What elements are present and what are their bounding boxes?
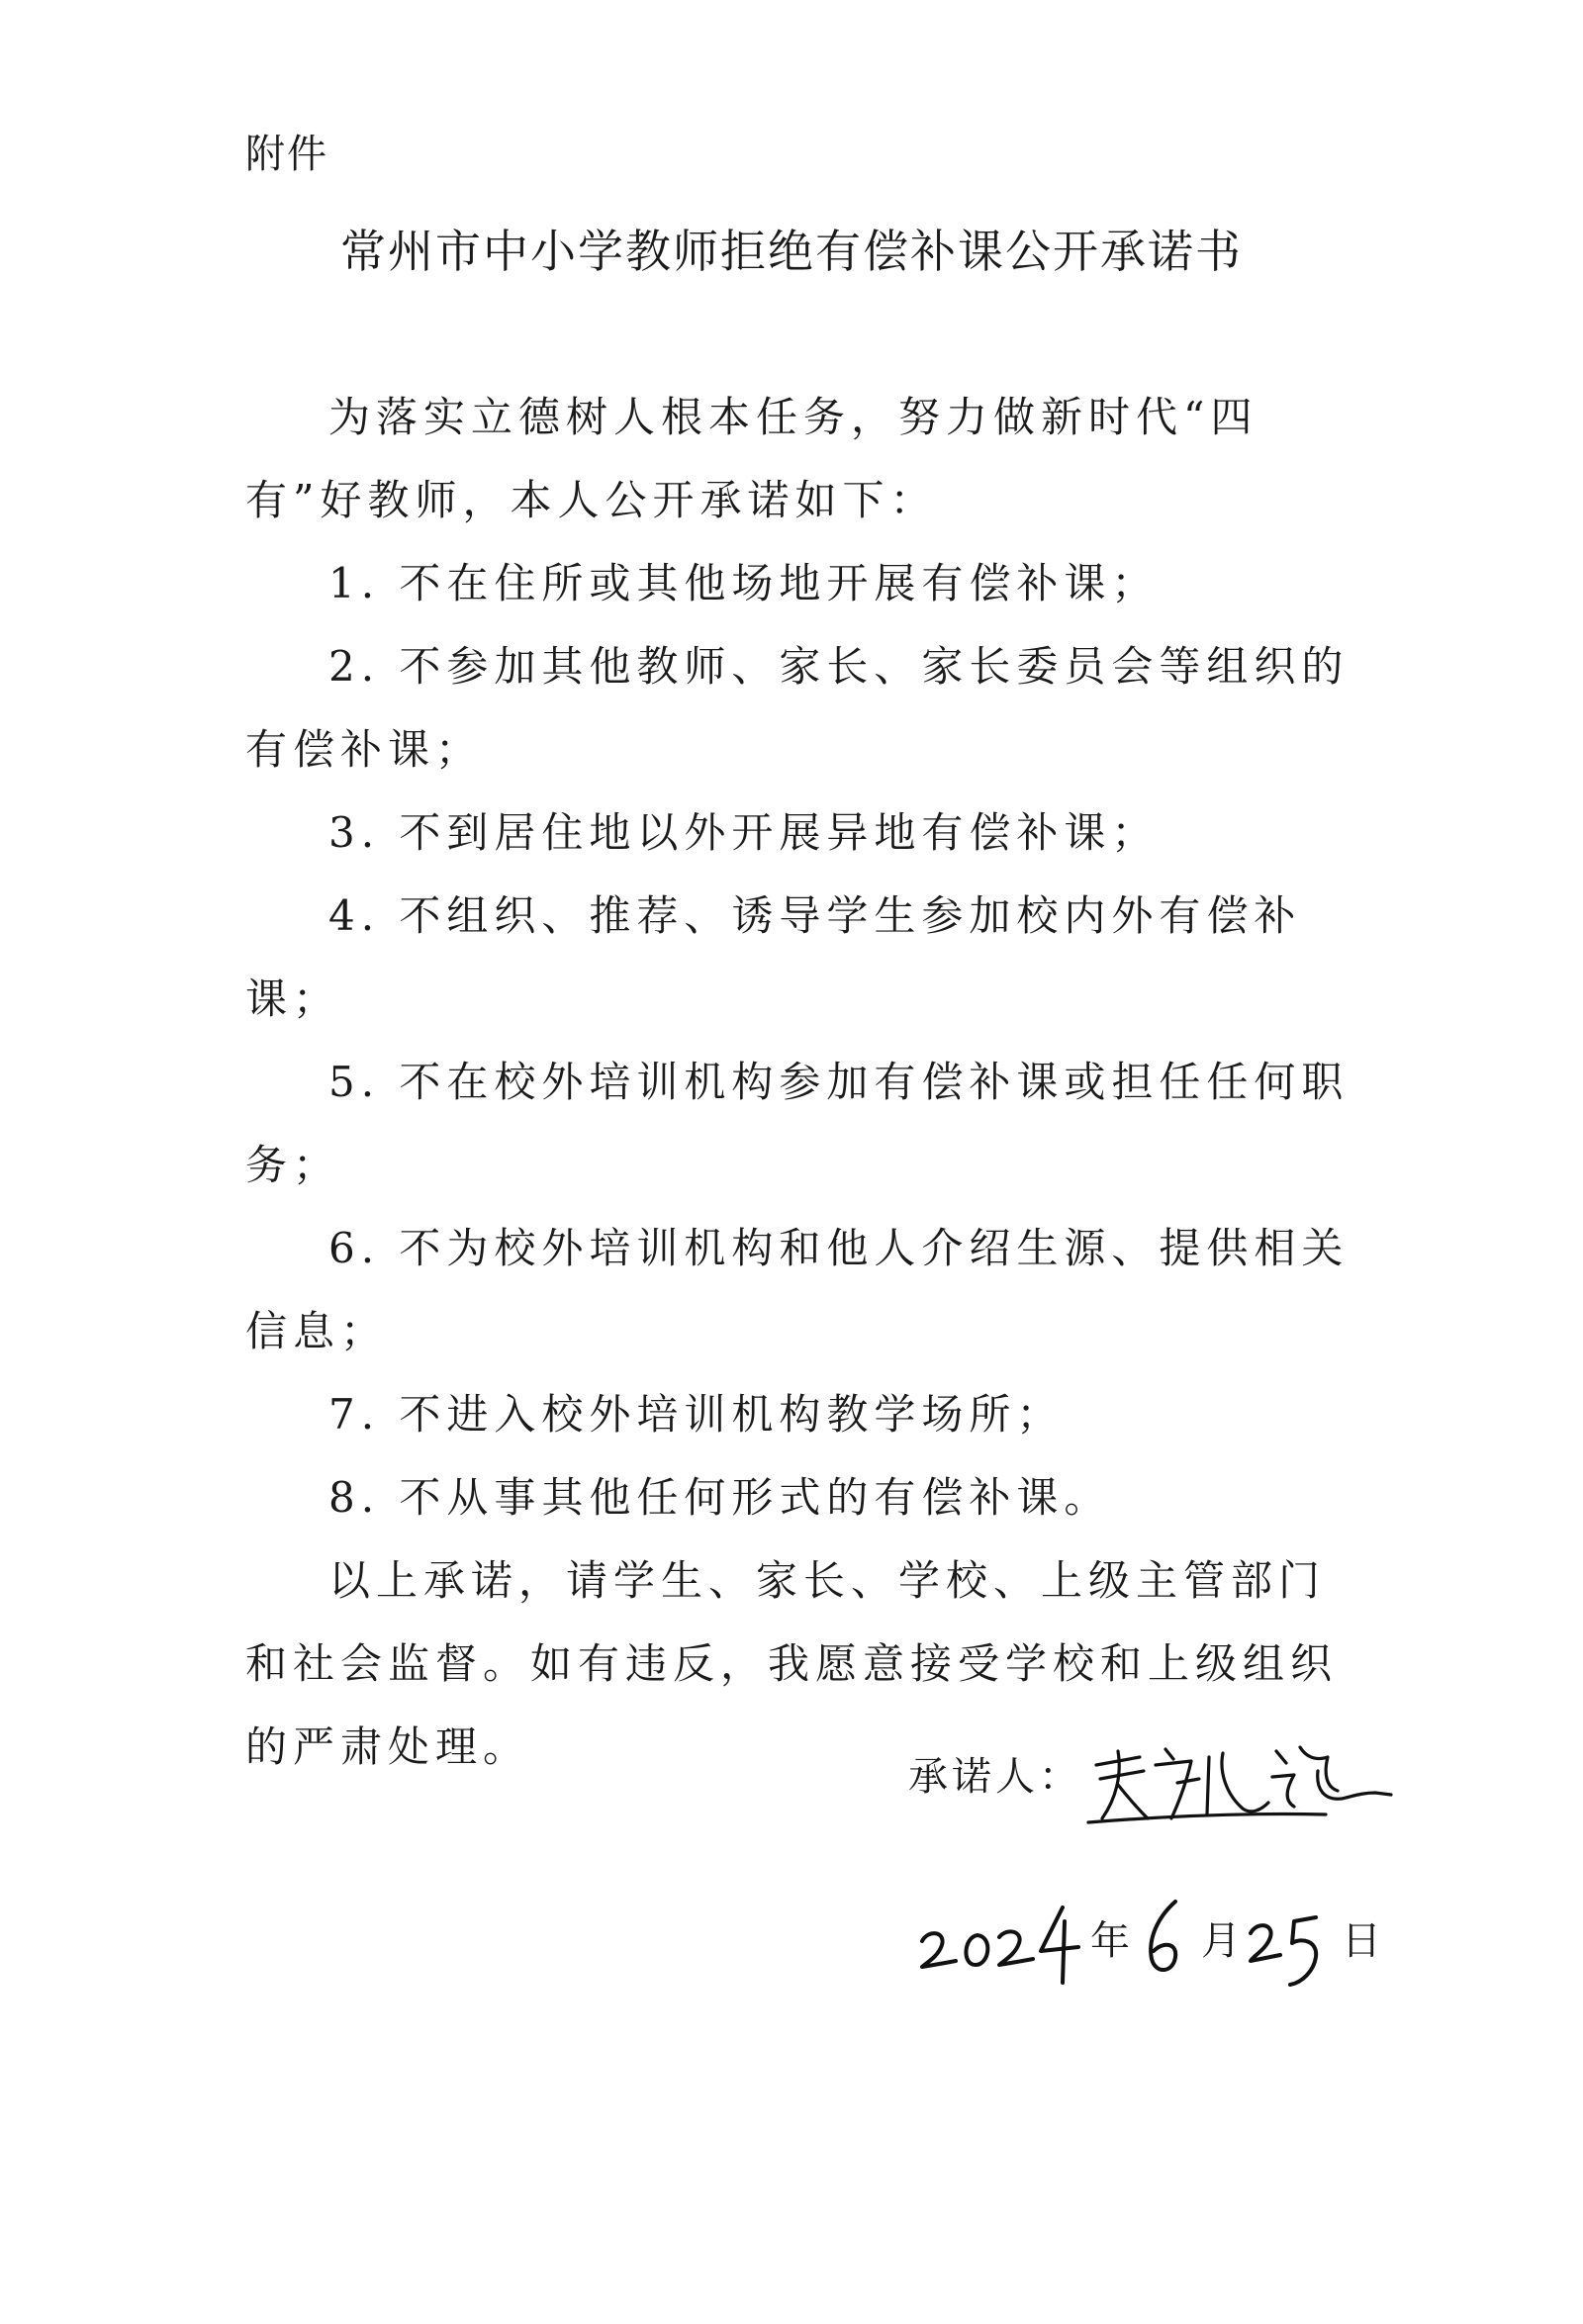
promisor-label: 承诺人： xyxy=(908,1754,1082,1800)
document-title: 常州市中小学教师拒绝有偿补课公开承诺书 xyxy=(340,225,1243,278)
commitment-item-4: 4. 不组织、推荐、诱导学生参加校内外有偿补课； xyxy=(245,891,1302,1023)
handwritten-signature xyxy=(1082,1727,1399,1826)
day-unit: 日 xyxy=(1342,1917,1381,1964)
commitment-item-5: 5. 不在校外培训机构参加有偿补课或担任任何职务； xyxy=(245,1058,1350,1189)
handwritten-year xyxy=(916,1888,1084,1987)
signing-date xyxy=(916,1888,1387,1987)
commitment-item-7: 7. 不进入校外培训机构教学场所； xyxy=(328,1390,1065,1439)
handwritten-day xyxy=(1247,1888,1336,1987)
year-unit: 年 xyxy=(1090,1917,1130,1964)
commitment-item-3: 3. 不到居住地以外开展异地有偿补课； xyxy=(328,808,1160,857)
closing-paragraph: 以上承诺，请学生、家长、学校、上级主管部门和社会监督。如有违反，我愿意接受学校和上级组织的严肃处理。 xyxy=(245,1556,1339,1771)
intro-paragraph: 为落实立德树人根本任务，努力做新时代“四有”好教师，本人公开承诺如下： xyxy=(245,393,1258,524)
commitment-item-1: 1. 不在住所或其他场地开展有偿补课； xyxy=(328,559,1160,607)
document-body xyxy=(245,376,1363,1789)
commitment-item-6: 6. 不为校外培训机构和他人介绍生源、提供相关信息； xyxy=(245,1224,1350,1355)
commitment-item-2: 2. 不参加其他教师、家长、家长委员会等组织的有偿补课； xyxy=(245,642,1350,774)
promisor-line xyxy=(908,1725,1399,1824)
month-unit: 月 xyxy=(1201,1917,1241,1964)
handwritten-month xyxy=(1136,1888,1195,1987)
commitment-item-8: 8. 不从事其他任何形式的有偿补课。 xyxy=(328,1473,1112,1522)
attachment-label: 附件 xyxy=(245,132,328,177)
